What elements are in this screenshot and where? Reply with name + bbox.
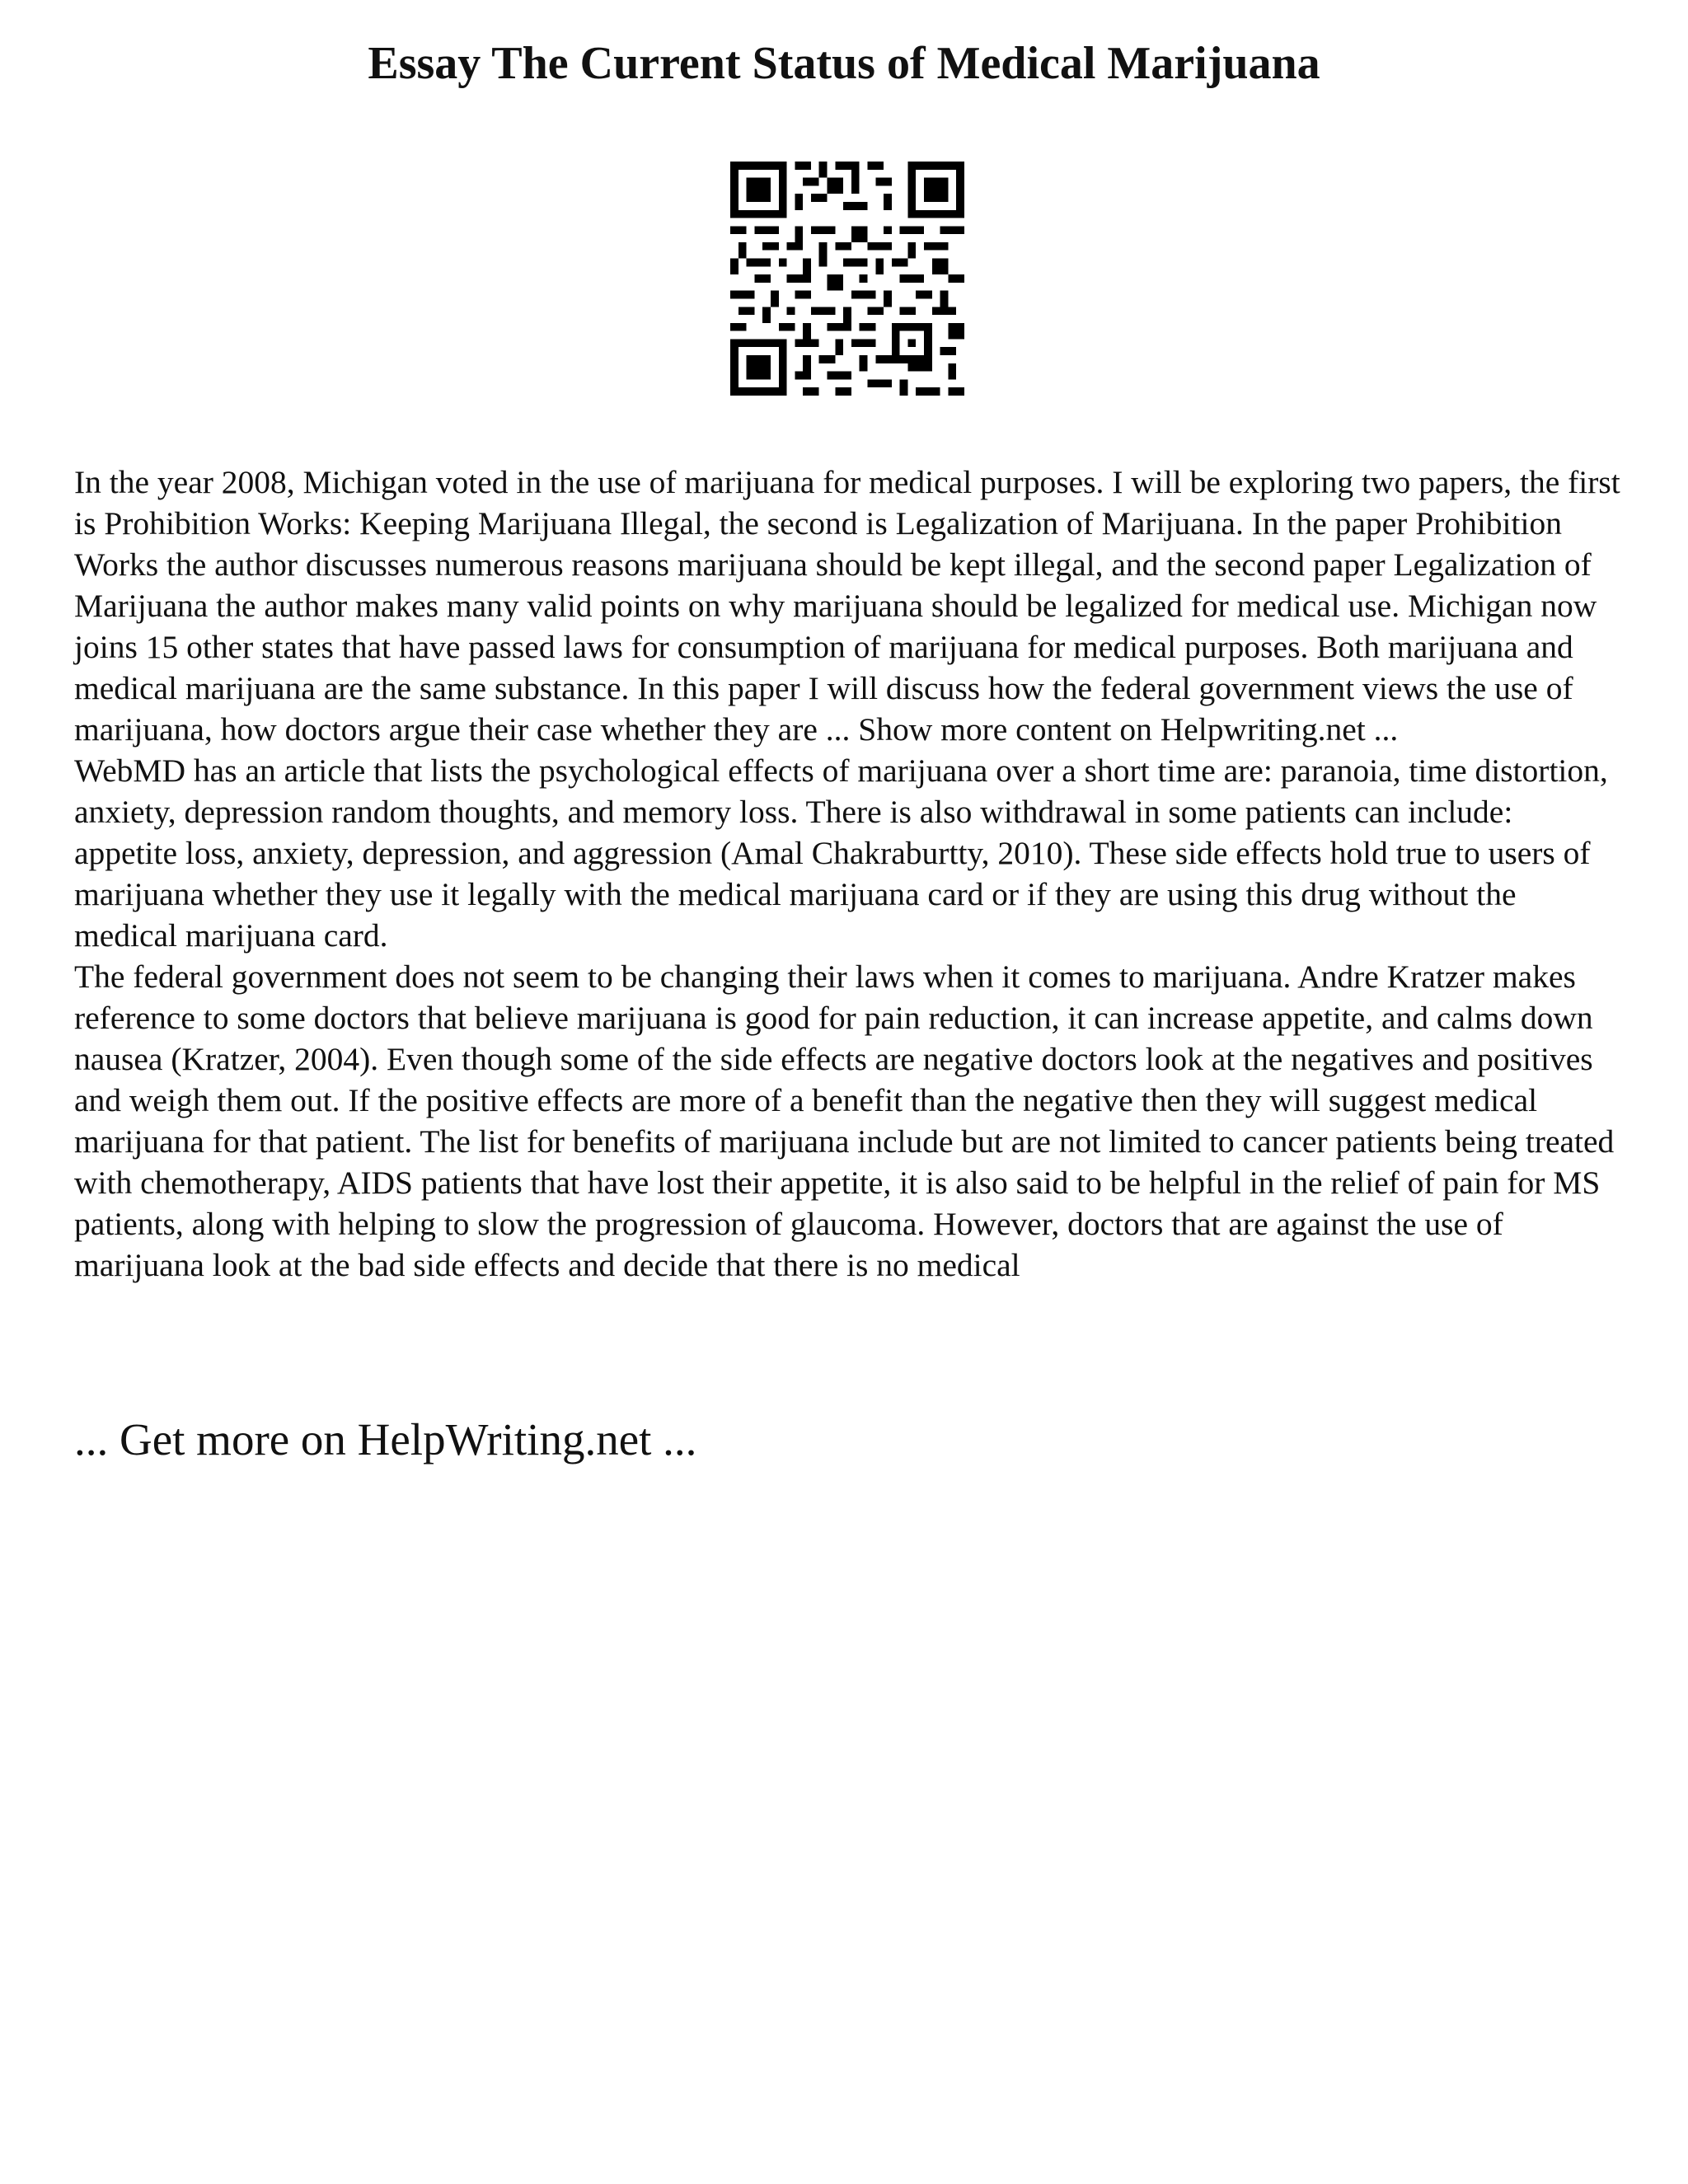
paragraph: In the year 2008, Michigan voted in the use of marijuana for medical purposes. I will be exploring two papers, the first is Prohibition Works: Keeping Marijuana Illegal, the second is Legalization of Marijuana. In the paper Prohibition Works the author discusses numerous reasons marijuana should be kept illegal, and the second paper Legalization of Marijuana the author makes many valid points on why marijuana should be legalized for medical use. Michigan now joins 15 other states that have passed laws for consumption of marijuana for medical purposes. Both marijuana and medical marijuana are the same substance. In this paper I will discuss how the federal government views the use of marijuana, how doctors argue their case whether they are ... Show more content on Helpwriting.net ... [74,464,1620,748]
essay-body [74,462,1624,1286]
paragraph: WebMD has an article that lists the psychological effects of marijuana over a short time are: paranoia, time distortion, anxiety, depression random thoughts, and memory loss. There is also withdrawal in some patients can include: appetite loss, anxiety, depression, and aggression (Amal Chakraburtty, 2010). These side effects hold true to users of marijuana whether they use it legally with the medical marijuana card or if they are using this drug without the medical marijuana card. [74,752,1608,954]
qr-code-icon [730,162,964,396]
page-title: Essay The Current Status of Medical Marijuana [368,38,1320,89]
paragraph: The federal government does not seem to be changing their laws when it comes to marijuana. Andre Kratzer makes reference to some doctors that believe marijuana is good for pain reduction, it can increase appetite, and calms down nausea (Kratzer, 2004). Even though some of the side effects are negative doctors look at the negatives and positives and weigh them out. If the positive effects are more of a benefit than the negative then they will suggest medical marijuana for that patient. The list for benefits of marijuana include but are not limited to cancer patients being treated with chemotherapy, AIDS patients that have lost their appetite, it is also said to be helpful in the relief of pain for MS patients, along with helping to slow the progression of glaucoma. However, doctors that are against the use of marijuana look at the bad side effects and decide that there is no medical [74,958,1615,1283]
get-more-link[interactable]: ... Get more on HelpWriting.net ... [74,1414,697,1465]
